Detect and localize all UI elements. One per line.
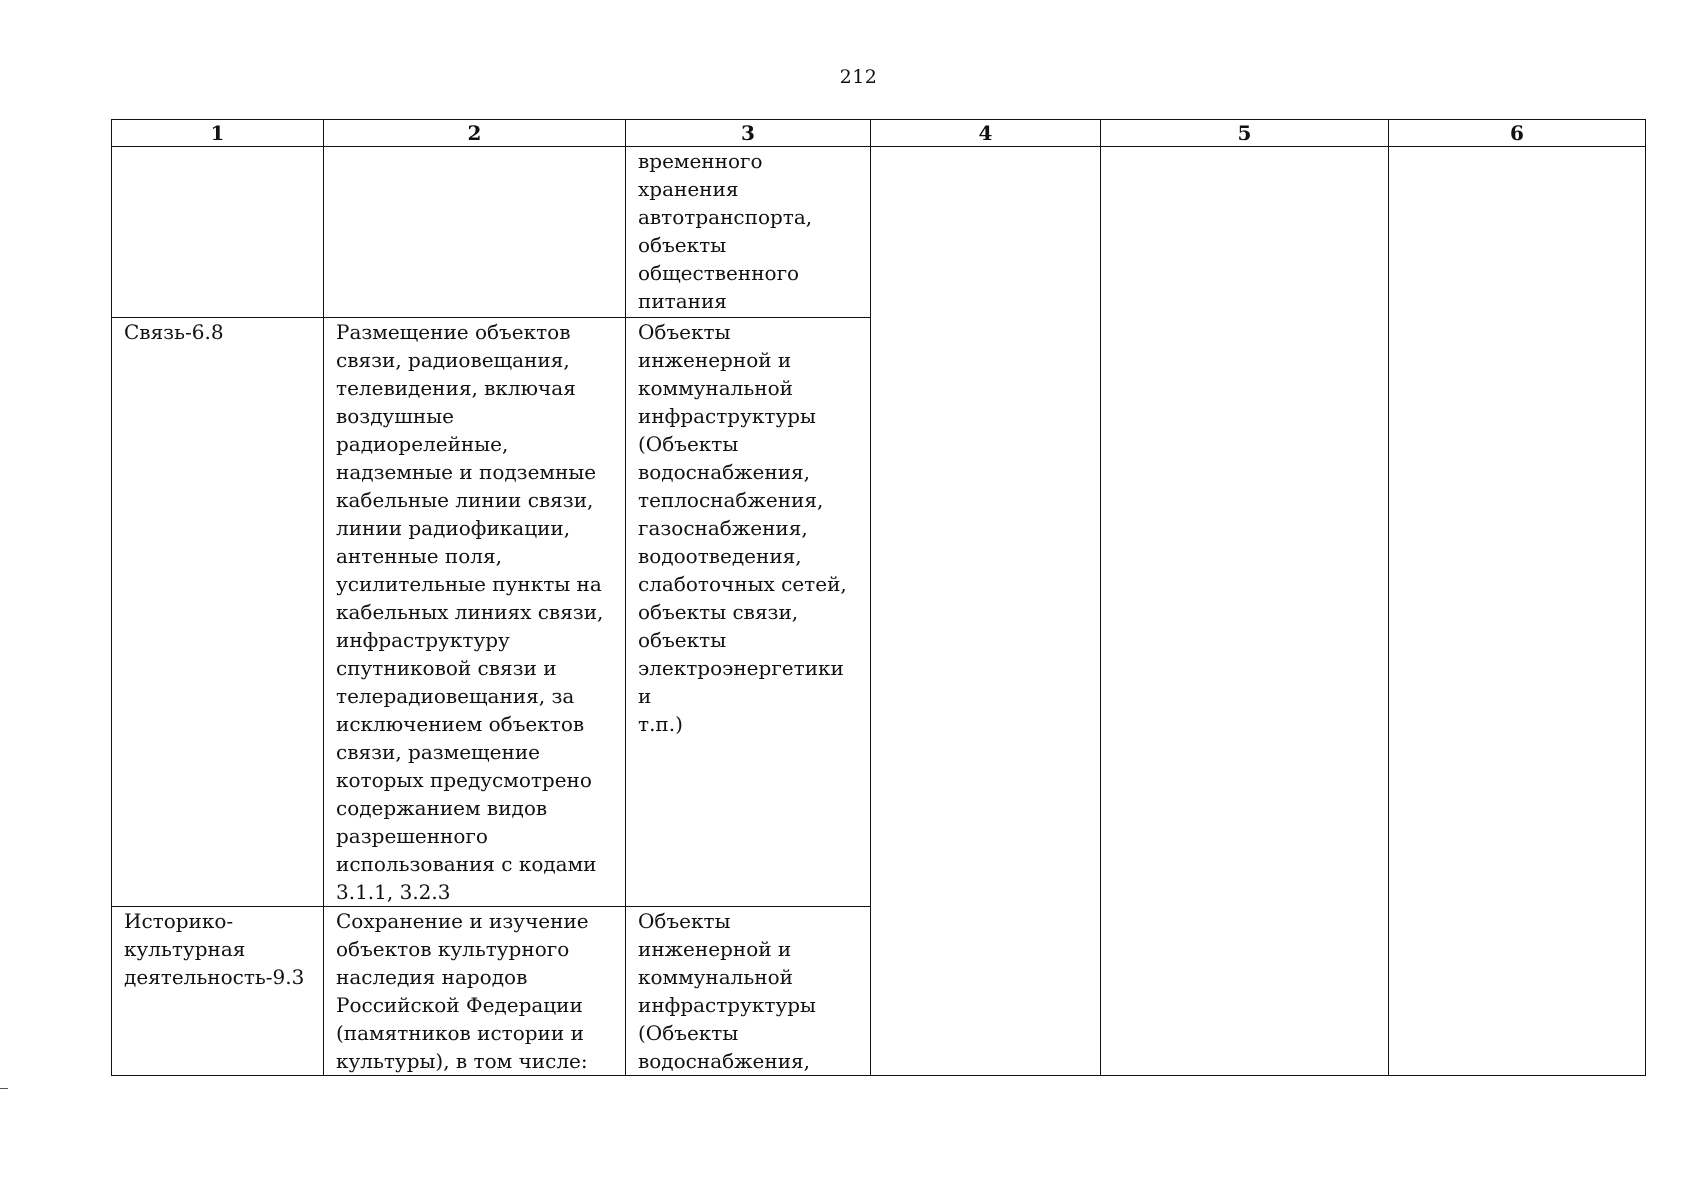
- code-text: Историко- культурная деятельность-9.3: [124, 909, 305, 989]
- objects-text: Объекты инженерной и коммунальной инфраструктуры (Объекты водоснабжения, теплоснабжения, газоснабжения, водоотведения, слаботочных сетей, объекты связи, объекты электроэнергетики и т.п.): [638, 320, 847, 736]
- description-text: Размещение объектов связи, радиовещания, телевидения, включая воздушные радиорелейные, надземные и подземные кабельные линии связи, линии радиофикации, антенные поля, усилительные пункты на кабельных линиях связи, инфраструктуру спутниковой связи и телерадиовещания, за исключением объектов связи, размещение которых предусмотрено содержанием видов разрешенного использования с кодами 3.1.1, 3.2.3: [336, 320, 604, 904]
- column-header-3: 3: [626, 120, 871, 147]
- column-header-4: 4: [871, 120, 1101, 147]
- column-4-cell: [871, 147, 1101, 1076]
- description-cell: [324, 147, 626, 318]
- objects-text: временного хранения автотранспорта, объекты общественного питания: [638, 149, 813, 313]
- objects-cell: [626, 318, 871, 907]
- code-cell: [112, 907, 324, 1076]
- objects-text: Объекты инженерной и коммунальной инфраструктуры (Объекты водоснабжения,: [638, 909, 816, 1073]
- column-6-cell: [1389, 147, 1646, 1076]
- code-text: Связь-6.8: [124, 320, 224, 344]
- column-header-1: 1: [112, 120, 324, 147]
- code-cell: [112, 147, 324, 318]
- description-cell: [324, 318, 626, 907]
- column-header-5: 5: [1101, 120, 1389, 147]
- zoning-table: [111, 119, 1646, 1076]
- table-header-row: [112, 120, 1646, 147]
- description-cell: [324, 907, 626, 1076]
- page-number: 212: [839, 66, 878, 88]
- column-5-cell: [1101, 147, 1389, 1076]
- table-row: [112, 147, 1646, 318]
- objects-cell: [626, 907, 871, 1076]
- column-header-2: 2: [324, 120, 626, 147]
- column-header-6: 6: [1389, 120, 1646, 147]
- description-text: Сохранение и изучение объектов культурного наследия народов Российской Федерации (памятников истории и культуры), в том числе:: [336, 909, 589, 1073]
- scan-edge-mark: [0, 1088, 8, 1089]
- objects-cell: [626, 147, 871, 318]
- code-cell: [112, 318, 324, 907]
